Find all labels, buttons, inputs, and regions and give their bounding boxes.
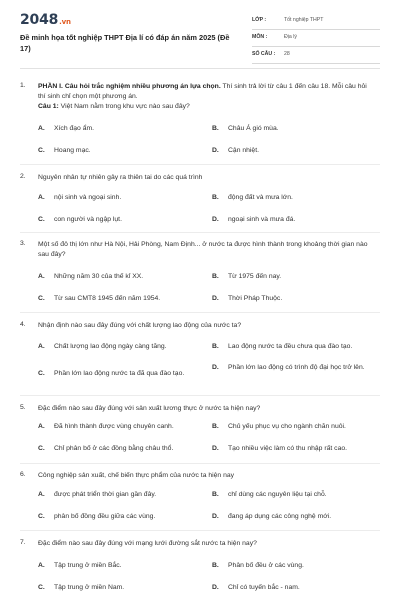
header (0, 0, 400, 64)
option-label: D. (212, 364, 219, 371)
option-label: B. (212, 562, 219, 569)
question-number: 3. (20, 240, 26, 247)
question-text: Nhận định nào sau đây đúng với chất lượng lao động của nước ta? (38, 322, 242, 329)
option-text: Xích đạo ẩm. (54, 125, 95, 132)
meta-row-subject (252, 31, 380, 47)
option-text: Thời Pháp Thuộc. (228, 295, 283, 302)
option-text: Phần lớn lao động có trình độ đại học trở lên. (228, 364, 365, 371)
option-label: D. (212, 445, 219, 452)
option-label: B. (212, 491, 219, 498)
option-text: Chỉ có tuyến bắc - nam. (228, 584, 300, 591)
option-text: nội sinh và ngoại sinh. (54, 194, 122, 201)
question-text (38, 82, 368, 112)
question-divider (20, 530, 380, 531)
option-text: Đã hình thành được vùng chuyên canh. (54, 423, 174, 430)
question-number: 1. (20, 82, 26, 89)
option-label: D. (212, 295, 219, 302)
meta-label: MÔN : (252, 34, 268, 40)
option-label: D. (212, 147, 219, 154)
question-text: Một số đô thị lớn như Hà Nội, Hải Phòng, Nam Định... ở nước ta được hình thành trong khoảng thời gian nào sau đây? (38, 241, 368, 258)
option-text: Tạo nhiều việc làm có thu nhập rất cao. (228, 445, 348, 452)
meta-value: Tốt nghiệp THPT (284, 17, 324, 23)
option-text: Tập trung ở miền Bắc. (54, 562, 122, 569)
option-label: D. (212, 216, 219, 223)
option-text: Từ sau CMT8 1945 đến năm 1954. (54, 295, 161, 302)
question-divider (20, 232, 380, 233)
option-label: C. (38, 295, 45, 302)
option-label: A. (38, 491, 45, 498)
option-text: Phân bố đều ở các vùng. (228, 562, 304, 569)
question-number: 5. (20, 404, 26, 411)
question-sub-lead: Câu 1: (38, 103, 59, 110)
option-text: Chất lượng lao động ngày càng tăng. (54, 343, 167, 350)
option-text: con người và ngập lụt. (54, 216, 122, 223)
option-text: Chủ yếu phục vụ cho ngành chăn nuôi. (228, 423, 346, 430)
option-text: ngoại sinh và mưa đá. (228, 216, 296, 223)
question-number: 4. (20, 321, 26, 328)
option-text: Phần lớn lao động nước ta đã qua đào tạo. (54, 370, 185, 377)
option-label: B. (212, 423, 219, 430)
question-number: 2. (20, 173, 26, 180)
option-label: D. (212, 513, 219, 520)
option-text: Lao động nước ta đều chưa qua đào tạo. (228, 343, 353, 350)
header-divider (20, 68, 380, 69)
logo-main: 2048 (20, 12, 59, 28)
option-text: đang áp dụng các công nghệ mới. (228, 513, 332, 520)
option-text: chỉ dùng các nguyên liệu tại chỗ. (228, 491, 327, 498)
option-text: Tập trung ở miền Nam. (54, 584, 125, 591)
question-lead: PHẦN I. Câu hỏi trắc nghiệm nhiều phương án lựa chọn. (38, 83, 221, 90)
option-label: A. (38, 423, 45, 430)
option-label: C. (38, 216, 45, 223)
question-sub-body: Việt Nam nằm trong khu vực nào sau đây? (58, 103, 190, 110)
option-label: C. (38, 445, 45, 452)
option-label: B. (212, 273, 219, 280)
option-text: Chỉ phân bố ở các đồng bằng châu thổ. (54, 445, 174, 452)
option-text: phân bố đồng đều giữa các vùng. (54, 513, 156, 520)
question-number: 7. (20, 539, 26, 546)
question-divider (20, 312, 380, 313)
meta-label: LỚP : (252, 17, 267, 23)
logo-suffix: .vn (59, 18, 71, 26)
option-label: C. (38, 513, 45, 520)
meta-label: SỐ CÂU : (252, 51, 276, 57)
option-label: A. (38, 273, 45, 280)
option-label: D. (212, 584, 219, 591)
question-text: Công nghiệp sản xuất, chế biến thực phẩm của nước ta hiện nay (38, 472, 235, 479)
question-text: Nguyên nhân tự nhiên gây ra thiên tai do các quá trình (38, 174, 203, 181)
meta-box (252, 14, 380, 65)
document-title: Đề minh họa tốt nghiệp THPT Địa lí có đáp án năm 2025 (Đề 17) (20, 33, 230, 53)
option-label: A. (38, 562, 45, 569)
question-divider (20, 395, 380, 396)
option-label: A. (38, 194, 45, 201)
option-label: A. (38, 125, 45, 132)
meta-value: Địa lý (284, 34, 297, 40)
option-text: được phát triển thời gian gần đây. (54, 491, 157, 498)
option-label: B. (212, 125, 219, 132)
option-label: A. (38, 343, 45, 350)
meta-row-count (252, 48, 380, 64)
option-label: C. (38, 584, 45, 591)
option-label: C. (38, 370, 45, 377)
question-number: 6. (20, 471, 26, 478)
option-text: Từ 1975 đến nay. (228, 273, 282, 280)
option-label: C. (38, 147, 45, 154)
question-divider (20, 164, 380, 165)
question-body: Thí sinh trả lời từ câu 1 đến câu 18. Mỗi câu hỏi thí sinh chỉ chọn một phương án. (38, 83, 367, 100)
option-text: Châu Á gió mùa. (228, 125, 279, 132)
option-text: động đất và mưa lớn. (228, 194, 293, 201)
site-logo[interactable] (20, 12, 71, 28)
meta-row-class (252, 14, 380, 30)
question-text: Đặc điểm nào sau đây đúng với sản xuất lương thực ở nước ta hiện nay? (38, 405, 261, 412)
option-text: Cận nhiệt. (228, 147, 259, 154)
option-text: Hoang mạc. (54, 147, 91, 154)
question-text: Đặc điểm nào sau đây đúng với mạng lưới đường sắt nước ta hiện nay? (38, 540, 257, 547)
option-label: B. (212, 194, 219, 201)
meta-value: 28 (284, 51, 290, 57)
option-text: Những năm 30 của thế kỉ XX. (54, 273, 144, 280)
option-label: B. (212, 343, 219, 350)
question-divider (20, 463, 380, 464)
